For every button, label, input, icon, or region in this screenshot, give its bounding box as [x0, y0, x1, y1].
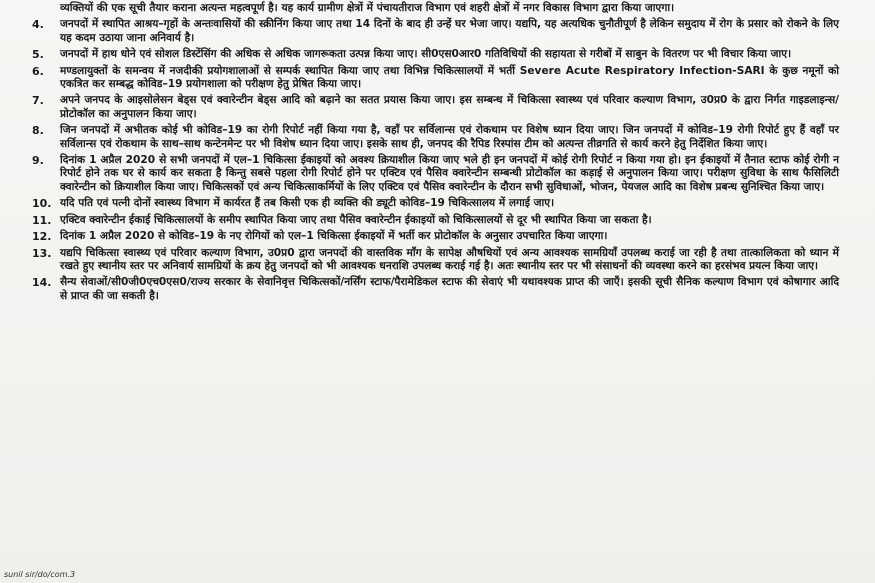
file-reference-footer: sunil sir/do/com.3 — [4, 570, 76, 579]
item-number: 12. — [32, 230, 52, 244]
item-text: अपने जनपद के आइसोलेसन बेड्स एवं क्वारेन्टीन बेड्स आदि को बढ़ाने का सतत प्रयास किया जाए। इस सम्बन्ध में चिकित्सा स्वास्थ्य एवं परिवार कल्याण विभाग, उ0प्र0 के द्वारा निर्गत गाइडलाइन्स/प्रोटोकॉल का अनुपालन किया जाए। — [60, 94, 839, 120]
list-item-8 — [32, 124, 839, 151]
list-item-10 — [32, 197, 839, 210]
item-number: 8. — [32, 124, 44, 138]
item-number: 10. — [32, 197, 52, 211]
item-text: मण्डलायुक्तों के समन्वय में नजदीकी प्रयोगशालाओं से सम्पर्क स्थापित किया जाए तथा विभिन्न चिकित्सालयों में भर्ती Severe Acute Respiratory Infection-SARI के कुछ नमूनों को एकत्रित कर सम्बद्ध कोविड–19 प्रयोगशाला को परीक्षण हेतु प्रेषित किया जाए। — [60, 64, 839, 91]
list-item-11 — [32, 214, 839, 227]
intro-paragraph: व्यक्तियों की एक सूची तैयार कराना अत्यन्त महत्वपूर्ण है। यह कार्य ग्रामीण क्षेत्रों में पंचायतीराज विभाग एवं शहरी क्षेत्रों में नगर विकास विभाग द्वारा किया जाएगा। — [60, 2, 675, 14]
list-item-6 — [32, 65, 839, 92]
item-number: 9. — [32, 154, 44, 168]
item-text: जिन जनपदों में अभीतक कोई भी कोविड–19 का रोगी रिपोर्ट नहीं किया गया है, वहाँ पर सर्विलान्स एवं रोकथाम पर विशेष ध्यान दिया जाए। जिन जनपदों में कोविड–19 रोगी रिपोर्ट हुए हैं वहाँ पर सर्विलान्स एवं रोकथाम के साथ–साथ कन्टेनमेन्ट पर भी विशेष ध्यान दिया जाए। इसके साथ ही, जनपद की रैपिड रिस्पांस टीम को अत्यन्त तीव्रगति से कार्य करने हेतु निर्देशित किया जाए। — [60, 124, 839, 150]
item-text: दिनांक 1 अप्रैल 2020 से कोविड–19 के नए रोगियों को एल–1 चिकित्सा ईकाइयों में भर्ती कर प्रोटोकॉल के अनुसार उपचारित किया जाएगा। — [60, 230, 608, 243]
list-item-9 — [32, 154, 839, 194]
list-item-5 — [32, 48, 839, 61]
item-text: दिनांक 1 अप्रैल 2020 से सभी जनपदों में एल–1 चिकित्सा ईकाइयों को अवश्य क्रियाशील किया जाए भले ही इन जनपदों में कोई रोगी रिपोर्ट न किया गया हो। इन ईकाइयों में तैनात स्टाफ कोई रोगी न रिपोर्ट होने तक घर से कार्य कर सकता है किन्तु सबसे पहला रोगी रिपोर्ट होने पर एक्टिव एवं पैसिव क्वारेन्टीन सम्बन्धी प्रोटोकॉल का कड़ाई से अनुपालन किया जाए। परीक्षण सुविधा के साथ फैसिलिटी क्वारेन्टीन को क्रियाशील किया जाए। चिकित्सकों एवं अन्य चिकित्साकर्मियों के लिए एक्टिव एवं पैसिव क्वारेन्टीन के दौरान सभी सुविधाओं, भोजन, पेयजल आदि का विशेष प्रबन्ध सुनिश्चित किया जाए। — [60, 154, 839, 193]
item-text: जनपदों में स्थापित आश्रय–गृहों के अन्तःवासियों की स्क्रीनिंग किया जाए तथा 14 दिनों के बाद ही उन्हें घर भेजा जाए। यद्यपि, यह अत्यधिक चुनौतीपूर्ण है लेकिन समुदाय में रोग के प्रसार को रोकने के लिए यह कदम उठाया जाना अनिवार्य है। — [60, 18, 839, 44]
item-number: 11. — [32, 213, 52, 227]
item-number: 13. — [32, 246, 52, 260]
item-number: 7. — [32, 94, 44, 108]
item-text: एक्टिव क्वारेन्टीन ईकाई चिकित्सालयों के समीप स्थापित किया जाए तथा पैसिव क्वारेन्टीन ईकाइयों को चिकित्सालयों से दूर भी स्थापित किया जा सकता है। — [60, 213, 652, 226]
item-text: यद्यपि चिकित्सा स्वास्थ्य एवं परिवार कल्याण विभाग, उ0प्र0 द्वारा जनपदों की वास्तविक माँग के सापेक्ष औषधियों एवं अन्य आवश्यक सामग्रियाँ उपलब्ध कराई जा रही है तथा तात्कालिकता को ध्यान में रखते हुए स्थानीय स्तर पर अनिवार्य सामग्रियों के क्रय हेतु जनपदों को भी आवश्यक धनराशि उपलब्ध कराई गई है। अतः स्थानीय स्तर पर भी संसाधनों की व्यवस्था करने का हरसंभव प्रयत्न किया जाए। — [60, 246, 839, 272]
list-item-7 — [32, 94, 839, 121]
list-item-13 — [32, 247, 839, 274]
item-number: 5. — [32, 48, 44, 62]
item-number: 14. — [32, 276, 52, 290]
item-text: जनपदों में हाथ धोने एवं सोशल डिस्टेंसिंग की अधिक से अधिक जागरूकता उत्पन्न किया जाए। सी0एस0आर0 गतिविधियों की सहायता से गरीबों में साबुन के वितरण पर भी विचार किया जाए। — [60, 48, 792, 61]
list-item-4 — [32, 18, 839, 45]
item-text: सैन्य सेवाओं/सी0जी0एच0एस0/राज्य सरकार के सेवानिवृत्त चिकित्सकों/नर्सिंग स्टाफ/पैरामेडिकल स्टाफ की सेवाएं भी यथावश्यक प्राप्त की जाएँ। इसकी सूची सैनिक कल्याण विभाग एवं कोषागार आदि से प्राप्त की जा सकती है। — [60, 276, 839, 302]
item-number: 4. — [32, 18, 44, 32]
list-item-14 — [32, 276, 839, 303]
item-text: यदि पति एवं पत्नी दोनों स्वास्थ्य विभाग में कार्यरत हैं तब किसी एक ही व्यक्ति की ड्यूटी कोविड–19 चिकित्सालय में लगाई जाए। — [60, 197, 555, 210]
item-number: 6. — [32, 64, 44, 78]
list-item-12 — [32, 230, 839, 243]
